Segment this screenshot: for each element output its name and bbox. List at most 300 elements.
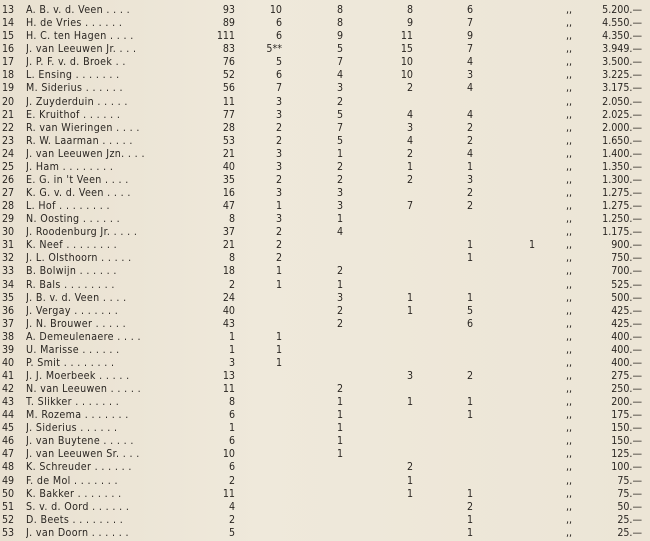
count-col-3: 2 — [336, 304, 343, 317]
table-row — [0, 461, 650, 474]
table-row — [0, 161, 650, 174]
count-col-5: 2 — [466, 121, 473, 134]
rank-number: 52 — [2, 513, 15, 526]
table-row — [0, 30, 650, 43]
ditto-mark: ,, — [566, 69, 573, 82]
rider-name: K. G. v. d. Veen . . . . — [26, 187, 131, 199]
rider-name: K. Neef . . . . . . . . — [26, 239, 117, 252]
count-col-5: 7 — [466, 17, 473, 30]
count-col-2: 2 — [275, 226, 282, 239]
ditto-mark: ,, — [566, 147, 573, 160]
count-col-5: 7 — [466, 43, 473, 56]
count-col-3: 8 — [336, 17, 343, 30]
rank-number: 32 — [2, 252, 15, 265]
count-col-3: 4 — [336, 69, 343, 82]
rank-number: 19 — [2, 82, 15, 95]
rider-name: J. Ham . . . . . . . . — [26, 160, 114, 173]
count-col-1: 53 — [222, 134, 235, 147]
count-col-2: 1 — [275, 200, 282, 213]
count-col-4: 10 — [400, 56, 413, 69]
count-col-1: 47 — [222, 200, 235, 213]
rank-number: 33 — [2, 265, 15, 278]
prize-amount: 1.350.— — [602, 160, 642, 173]
rider-name: J. Vergay . . . . . . . — [26, 304, 119, 317]
prize-amount: 3.225.— — [602, 69, 642, 82]
count-col-3: 7 — [336, 121, 343, 134]
count-col-3: 3 — [336, 291, 343, 304]
count-col-5: 9 — [466, 30, 473, 43]
ditto-mark: ,, — [566, 396, 573, 409]
count-col-5: 6 — [466, 317, 473, 330]
rider-name: B. Bolwijn . . . . . . — [26, 265, 117, 278]
count-col-1: 6 — [228, 409, 235, 422]
prize-amount: 3.175.— — [602, 82, 642, 95]
prize-amount: 100.— — [611, 461, 642, 474]
count-col-3: 2 — [336, 160, 343, 173]
rank-number: 42 — [2, 383, 15, 395]
count-col-3: 1 — [336, 396, 343, 409]
rank-number: 20 — [2, 95, 15, 108]
ditto-mark: ,, — [566, 82, 573, 95]
rank-number: 47 — [2, 448, 15, 461]
count-col-1: 8 — [228, 252, 235, 265]
table-row — [0, 213, 650, 226]
table-row — [0, 17, 650, 30]
rider-name: R. W. Laarman . . . . . — [26, 134, 133, 147]
count-col-1: 18 — [222, 265, 235, 278]
count-col-1: 16 — [222, 187, 235, 199]
rider-name: H. de Vries . . . . . . — [26, 17, 123, 30]
count-col-2: 3 — [275, 213, 282, 226]
count-col-5: 4 — [466, 56, 473, 69]
rank-number: 18 — [2, 69, 15, 82]
count-col-3: 1 — [336, 409, 343, 422]
table-row — [0, 370, 650, 383]
prize-amount: 4.550.— — [602, 17, 642, 30]
rider-name: F. de Mol . . . . . . . — [26, 474, 118, 487]
rank-number: 40 — [2, 356, 15, 369]
table-row — [0, 448, 650, 461]
prize-amount: 275.— — [611, 370, 642, 382]
rank-number: 41 — [2, 370, 15, 382]
count-col-3: 2 — [336, 317, 343, 330]
ditto-mark: ,, — [566, 317, 573, 330]
rider-name: J. P. F. v. d. Broek . . — [26, 56, 126, 69]
prize-amount: 500.— — [611, 291, 642, 304]
count-col-1: 24 — [222, 291, 235, 304]
ditto-mark: ,, — [566, 474, 573, 487]
count-col-1: 52 — [222, 69, 235, 82]
count-col-4: 1 — [406, 474, 413, 487]
table-row — [0, 422, 650, 435]
ditto-mark: ,, — [566, 487, 573, 500]
ditto-mark: ,, — [566, 213, 573, 226]
count-col-1: 1 — [228, 422, 235, 435]
ditto-mark: ,, — [566, 356, 573, 369]
ditto-mark: ,, — [566, 160, 573, 173]
rider-name: R. Bals . . . . . . . . — [26, 278, 115, 291]
rank-number: 15 — [2, 30, 15, 43]
count-col-4: 1 — [406, 487, 413, 500]
count-col-3: 1 — [336, 448, 343, 461]
ditto-mark: ,, — [566, 409, 573, 422]
rider-name: L. Hof . . . . . . . . — [26, 200, 110, 213]
count-col-3: 3 — [336, 200, 343, 213]
ditto-mark: ,, — [566, 239, 573, 252]
ditto-mark: ,, — [566, 4, 573, 16]
count-col-5: 3 — [466, 69, 473, 82]
prize-amount: 75.— — [617, 487, 642, 500]
rider-name: D. Beets . . . . . . . . — [26, 513, 124, 526]
ditto-mark: ,, — [566, 291, 573, 304]
count-col-2: 3 — [275, 160, 282, 173]
count-col-1: 35 — [222, 173, 235, 186]
prize-amount: 1.175.— — [602, 226, 642, 239]
count-col-1: 93 — [222, 4, 235, 16]
count-col-1: 5 — [228, 526, 235, 539]
count-col-1: 8 — [228, 213, 235, 226]
count-col-2: 5** — [266, 43, 282, 56]
count-col-2: 1 — [275, 356, 282, 369]
rank-number: 27 — [2, 187, 15, 199]
count-col-5: 2 — [466, 134, 473, 147]
prize-amount: 900.— — [611, 239, 642, 252]
count-col-5: 4 — [466, 147, 473, 160]
count-col-1: 76 — [222, 56, 235, 69]
count-col-4: 2 — [406, 173, 413, 186]
prize-amount: 1.650.— — [602, 134, 642, 147]
rider-name: J. N. Brouwer . . . . . — [26, 317, 127, 330]
rank-number: 29 — [2, 213, 15, 226]
ditto-mark: ,, — [566, 121, 573, 134]
count-col-5: 2 — [466, 187, 473, 199]
count-col-2: 6 — [275, 30, 282, 43]
table-row — [0, 344, 650, 357]
count-col-2: 7 — [275, 82, 282, 95]
prize-amount: 150.— — [611, 422, 642, 435]
prize-amount: 400.— — [611, 356, 642, 369]
count-col-3: 1 — [336, 422, 343, 435]
count-col-1: 28 — [222, 121, 235, 134]
count-col-2: 2 — [275, 121, 282, 134]
rider-name: J. van Buytene . . . . . — [26, 435, 134, 448]
count-col-3: 2 — [336, 265, 343, 278]
prize-amount: 400.— — [611, 330, 642, 343]
count-col-5: 1 — [466, 239, 473, 252]
prize-amount: 2.000.— — [602, 121, 642, 134]
count-col-1: 8 — [228, 396, 235, 409]
ditto-mark: ,, — [566, 448, 573, 461]
ditto-mark: ,, — [566, 343, 573, 356]
rank-number: 39 — [2, 343, 15, 356]
ditto-mark: ,, — [566, 435, 573, 448]
count-col-2: 6 — [275, 69, 282, 82]
table-row — [0, 69, 650, 82]
rank-number: 35 — [2, 291, 15, 304]
table-row — [0, 4, 650, 17]
rider-name: A. Demeulenaere . . . . — [26, 330, 141, 343]
count-col-1: 111 — [216, 30, 235, 43]
count-col-3: 1 — [336, 435, 343, 448]
count-col-5: 4 — [466, 108, 473, 121]
count-col-3: 2 — [336, 95, 343, 108]
rank-number: 38 — [2, 330, 15, 343]
table-row — [0, 305, 650, 318]
rank-number: 24 — [2, 147, 15, 160]
prize-amount: 4.350.— — [602, 30, 642, 43]
table-row — [0, 409, 650, 422]
prize-amount: 1.250.— — [602, 213, 642, 226]
rank-number: 50 — [2, 487, 15, 500]
rank-number: 51 — [2, 500, 15, 513]
count-col-3: 3 — [336, 187, 343, 199]
count-col-2: 3 — [275, 147, 282, 160]
prize-amount: 200.— — [611, 396, 642, 409]
rider-name: J. van Doorn . . . . . . — [26, 526, 129, 539]
table-row — [0, 501, 650, 514]
count-col-5: 2 — [466, 200, 473, 213]
rank-number: 28 — [2, 200, 15, 213]
rank-number: 46 — [2, 435, 15, 448]
count-col-1: 1 — [228, 330, 235, 343]
count-col-2: 1 — [275, 343, 282, 356]
rank-number: 17 — [2, 56, 15, 69]
count-col-1: 11 — [222, 95, 235, 108]
prize-amount: 50.— — [617, 500, 642, 513]
prize-amount: 2.025.— — [602, 108, 642, 121]
table-row — [0, 43, 650, 56]
prize-amount: 1.275.— — [602, 200, 642, 213]
ditto-mark: ,, — [566, 526, 573, 539]
prize-amount: 1.400.— — [602, 147, 642, 160]
rider-name: J. B. v. d. Veen . . . . — [26, 291, 127, 304]
rider-name: H. C. ten Hagen . . . . — [26, 30, 134, 43]
rider-name: N. Oosting . . . . . . — [26, 213, 120, 226]
count-col-4: 2 — [406, 147, 413, 160]
rider-name: J. Zuyderduin . . . . . — [26, 95, 128, 108]
rank-number: 45 — [2, 422, 15, 435]
ditto-mark: ,, — [566, 500, 573, 513]
count-col-2: 1 — [275, 278, 282, 291]
table-row — [0, 148, 650, 161]
rank-number: 23 — [2, 134, 15, 147]
prize-amount: 400.— — [611, 343, 642, 356]
count-col-5: 4 — [466, 82, 473, 95]
rank-number: 25 — [2, 160, 15, 173]
count-col-1: 83 — [222, 43, 235, 56]
count-col-4: 11 — [400, 30, 413, 43]
count-col-5: 1 — [466, 526, 473, 539]
table-row — [0, 252, 650, 265]
ditto-mark: ,, — [566, 43, 573, 56]
table-row — [0, 226, 650, 239]
rider-name: J. van Leeuwen Sr. . . . — [26, 448, 140, 461]
count-col-4: 4 — [406, 134, 413, 147]
ditto-mark: ,, — [566, 461, 573, 474]
count-col-1: 13 — [222, 370, 235, 382]
count-col-1: 21 — [222, 147, 235, 160]
rider-name: J. L. Olsthoorn . . . . . — [26, 252, 132, 265]
ditto-mark: ,, — [566, 95, 573, 108]
count-col-4: 1 — [406, 160, 413, 173]
table-row — [0, 239, 650, 252]
prize-amount: 1.275.— — [602, 187, 642, 199]
rider-name: L. Ensing . . . . . . . — [26, 69, 120, 82]
table-row — [0, 396, 650, 409]
prize-amount: 750.— — [611, 252, 642, 265]
count-col-1: 6 — [228, 461, 235, 474]
count-col-4: 9 — [406, 17, 413, 30]
ditto-mark: ,, — [566, 383, 573, 395]
rank-number: 21 — [2, 108, 15, 121]
ditto-mark: ,, — [566, 304, 573, 317]
count-col-2: 1 — [275, 265, 282, 278]
count-col-1: 43 — [222, 317, 235, 330]
count-col-2: 5 — [275, 56, 282, 69]
count-col-4: 10 — [400, 69, 413, 82]
rider-name: A. B. v. d. Veen . . . . — [26, 4, 131, 16]
ditto-mark: ,, — [566, 370, 573, 382]
prize-amount: 25.— — [617, 513, 642, 526]
rider-name: K. Schreuder . . . . . . — [26, 461, 132, 474]
table-row — [0, 135, 650, 148]
count-col-2: 2 — [275, 239, 282, 252]
table-row — [0, 96, 650, 109]
count-col-5: 3 — [466, 173, 473, 186]
rider-name: U. Marisse . . . . . . — [26, 343, 120, 356]
count-col-5: 1 — [466, 396, 473, 409]
rank-number: 44 — [2, 409, 15, 422]
prize-amount: 700.— — [611, 265, 642, 278]
ditto-mark: ,, — [566, 513, 573, 526]
ditto-mark: ,, — [566, 56, 573, 69]
table-row — [0, 200, 650, 213]
count-col-3: 5 — [336, 43, 343, 56]
count-col-5: 1 — [466, 160, 473, 173]
ditto-mark: ,, — [566, 187, 573, 199]
count-col-4: 1 — [406, 291, 413, 304]
count-col-5: 2 — [466, 370, 473, 382]
ditto-mark: ,, — [566, 252, 573, 265]
prize-amount: 175.— — [611, 409, 642, 422]
count-col-2: 2 — [275, 252, 282, 265]
table-row — [0, 488, 650, 501]
table-row — [0, 122, 650, 135]
count-col-3: 4 — [336, 226, 343, 239]
count-col-3: 1 — [336, 147, 343, 160]
table-row — [0, 475, 650, 488]
prize-amount: 75.— — [617, 474, 642, 487]
table-row — [0, 318, 650, 331]
count-col-3: 1 — [336, 278, 343, 291]
rank-number: 48 — [2, 461, 15, 474]
rider-name: P. Smit . . . . . . . . — [26, 356, 115, 369]
ditto-mark: ,, — [566, 173, 573, 186]
table-row — [0, 187, 650, 200]
count-col-2: 3 — [275, 187, 282, 199]
ditto-mark: ,, — [566, 330, 573, 343]
rider-name: J. J. Moerbeek . . . . . — [26, 370, 130, 382]
rider-name: T. Slikker . . . . . . . — [26, 396, 120, 409]
prize-amount: 5.200.— — [602, 4, 642, 16]
count-col-2: 3 — [275, 108, 282, 121]
ditto-mark: ,, — [566, 278, 573, 291]
prize-amount: 425.— — [611, 304, 642, 317]
rank-number: 49 — [2, 474, 15, 487]
count-col-4: 7 — [406, 200, 413, 213]
ditto-mark: ,, — [566, 200, 573, 213]
count-col-3: 2 — [336, 173, 343, 186]
prize-amount: 125.— — [611, 448, 642, 461]
prize-amount: 2.050.— — [602, 95, 642, 108]
table-row — [0, 174, 650, 187]
count-col-3: 9 — [336, 30, 343, 43]
count-col-1: 40 — [222, 160, 235, 173]
rider-name: E. G. in 't Veen . . . . — [26, 173, 129, 186]
count-col-2: 2 — [275, 173, 282, 186]
rider-name: J. Roodenburg Jr. . . . . — [26, 226, 138, 239]
count-col-3: 3 — [336, 82, 343, 95]
count-col-5: 5 — [466, 304, 473, 317]
count-col-2: 6 — [275, 17, 282, 30]
count-col-4: 15 — [400, 43, 413, 56]
count-col-4: 2 — [406, 82, 413, 95]
count-col-3: 2 — [336, 383, 343, 395]
rider-name: J. Siderius . . . . . . — [26, 422, 118, 435]
count-col-1: 10 — [222, 448, 235, 461]
rider-name: R. van Wieringen . . . . — [26, 121, 140, 134]
count-col-4: 1 — [406, 304, 413, 317]
rider-name: M. Siderius . . . . . . — [26, 82, 123, 95]
ditto-mark: ,, — [566, 30, 573, 43]
count-col-5: 1 — [466, 291, 473, 304]
count-col-2: 3 — [275, 95, 282, 108]
count-col-1: 1 — [228, 343, 235, 356]
count-col-2: 10 — [269, 4, 282, 16]
rank-number: 14 — [2, 17, 15, 30]
count-col-5: 1 — [466, 252, 473, 265]
table-row — [0, 265, 650, 278]
prize-amount: 1.300.— — [602, 173, 642, 186]
count-col-1: 89 — [222, 17, 235, 30]
rank-number: 30 — [2, 226, 15, 239]
rank-number: 37 — [2, 317, 15, 330]
count-col-1: 56 — [222, 82, 235, 95]
rank-number: 53 — [2, 526, 15, 539]
count-col-4: 3 — [406, 370, 413, 382]
table-row — [0, 82, 650, 95]
rider-name: N. van Leeuwen . . . . . — [26, 383, 141, 395]
table-row — [0, 331, 650, 344]
count-col-1: 2 — [228, 513, 235, 526]
ditto-mark: ,, — [566, 17, 573, 30]
rank-number: 36 — [2, 304, 15, 317]
ditto-mark: ,, — [566, 134, 573, 147]
table-row — [0, 109, 650, 122]
count-col-1: 6 — [228, 435, 235, 448]
table-row — [0, 292, 650, 305]
count-col-6: 1 — [528, 239, 535, 252]
rider-name: S. v. d. Oord . . . . . . — [26, 500, 130, 513]
rank-number: 13 — [2, 4, 15, 16]
count-col-1: 21 — [222, 239, 235, 252]
count-col-4: 8 — [406, 4, 413, 16]
count-col-1: 11 — [222, 383, 235, 395]
ditto-mark: ,, — [566, 422, 573, 435]
count-col-4: 3 — [406, 121, 413, 134]
rank-number: 31 — [2, 239, 15, 252]
prize-amount: 150.— — [611, 435, 642, 448]
